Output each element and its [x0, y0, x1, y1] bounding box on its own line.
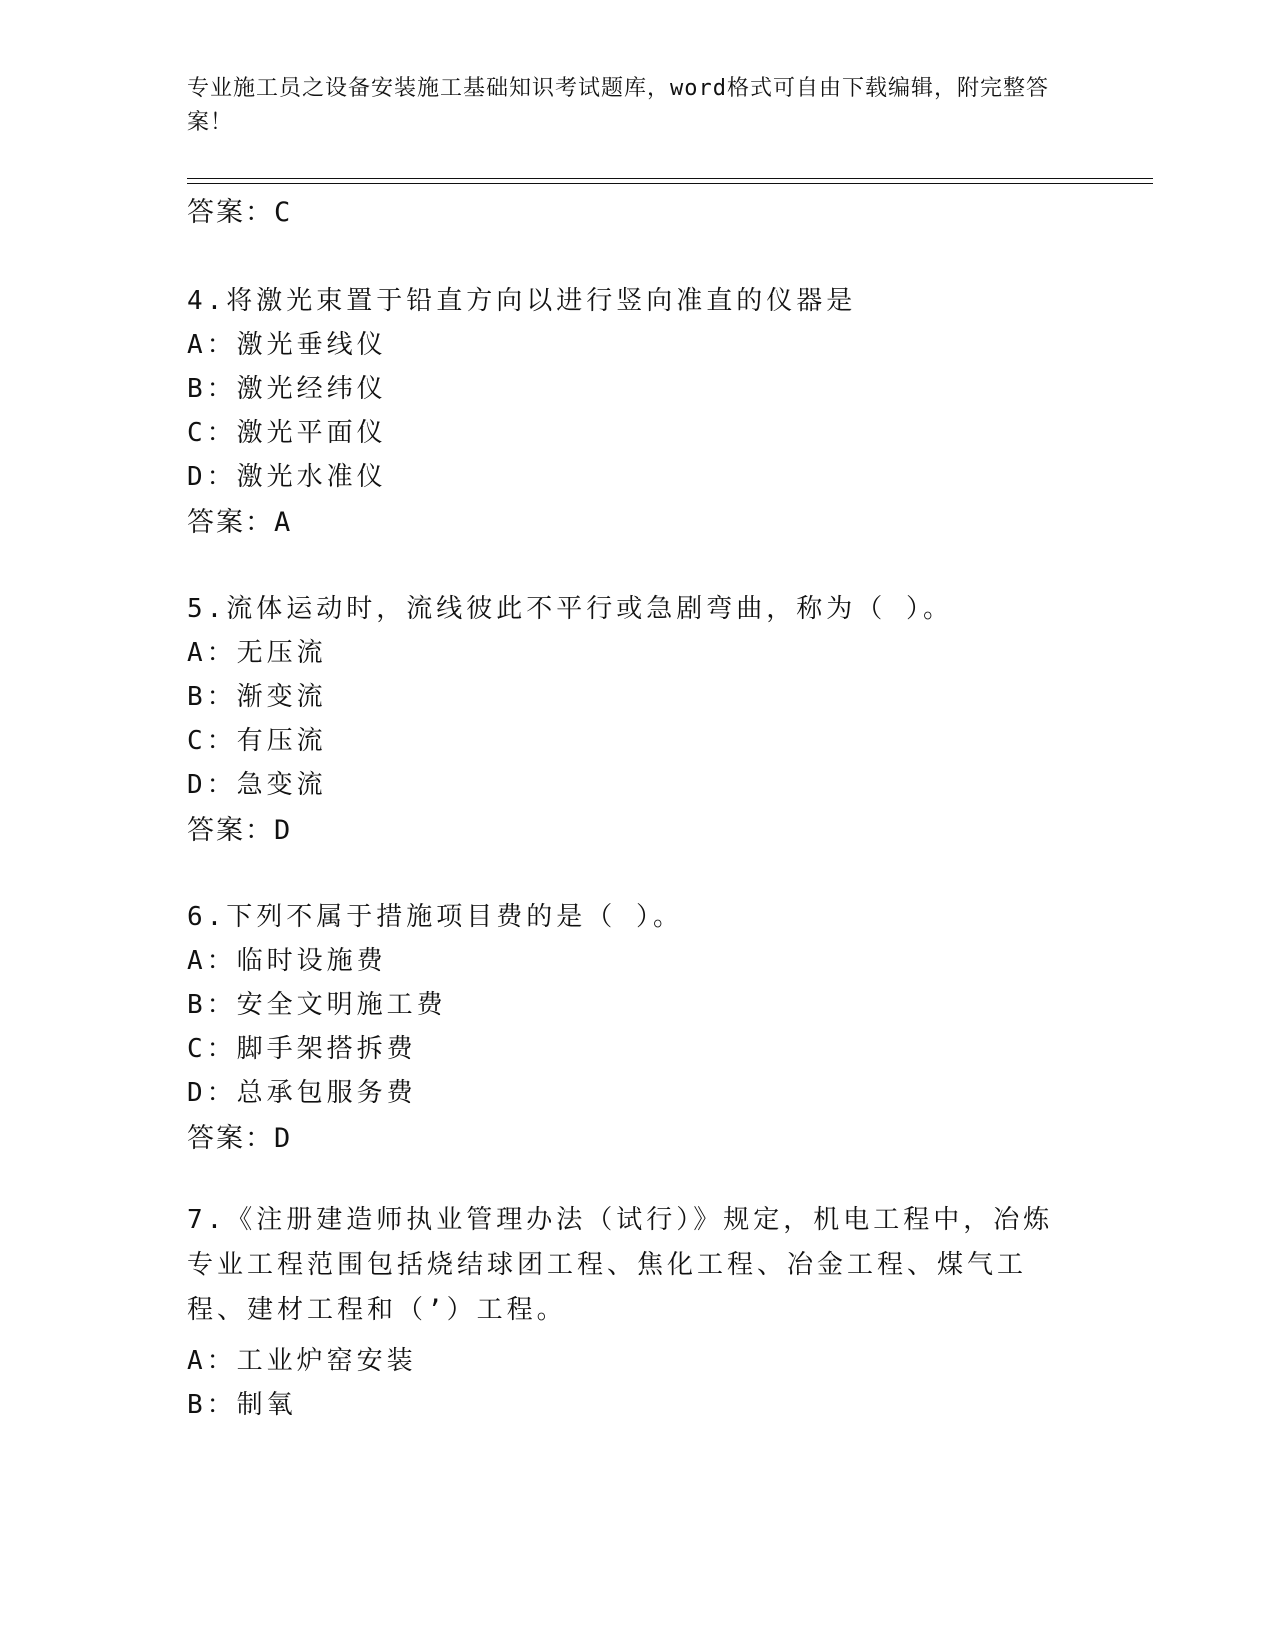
option-d: D：激光水准仪	[187, 462, 387, 492]
option-b: B：渐变流	[187, 682, 327, 712]
answer-value: D	[274, 1123, 292, 1154]
answer-value: D	[274, 815, 292, 846]
question-stem: 4.将激光束置于铅直方向以进行竖向准直的仪器是	[187, 286, 857, 316]
answer-label: 答案：	[187, 815, 274, 846]
option-a: A：工业炉窑安装	[187, 1346, 417, 1376]
answer-line	[187, 190, 291, 229]
answer-line	[187, 1116, 291, 1155]
answer-label: 答案：	[187, 197, 274, 228]
header-rule-top	[187, 178, 1153, 179]
option-d: D：急变流	[187, 770, 327, 800]
header-rule-bottom	[187, 183, 1153, 184]
question-stem: 6.下列不属于措施项目费的是（ ）。	[187, 902, 683, 932]
option-c: C：激光平面仪	[187, 418, 387, 448]
document-header: 专业施工员之设备安装施工基础知识考试题库，word格式可自由下载编辑，附完整答案！	[187, 76, 1049, 135]
question-stem: 7.《注册建造师执业管理办法（试行）》规定，机电工程中，冶炼专业工程范围包括烧结球团工程、焦化工程、冶金工程、煤气工程、建材工程和（’）工程。	[187, 1205, 1054, 1325]
answer-label: 答案：	[187, 507, 274, 538]
option-b: B：激光经纬仪	[187, 374, 387, 404]
question-stem: 5.流体运动时，流线彼此不平行或急剧弯曲，称为（ ）。	[187, 594, 953, 624]
option-b: B：制氧	[187, 1390, 297, 1420]
option-c: C：脚手架搭拆费	[187, 1034, 417, 1064]
option-a: A：激光垂线仪	[187, 330, 387, 360]
answer-value: A	[274, 507, 292, 538]
answer-line	[187, 808, 291, 847]
option-c: C：有压流	[187, 726, 327, 756]
answer-value: C	[274, 197, 292, 228]
option-d: D：总承包服务费	[187, 1078, 417, 1108]
answer-line	[187, 500, 291, 539]
option-a: A：无压流	[187, 638, 327, 668]
option-a: A：临时设施费	[187, 946, 387, 976]
answer-label: 答案：	[187, 1123, 274, 1154]
option-b: B：安全文明施工费	[187, 990, 447, 1020]
